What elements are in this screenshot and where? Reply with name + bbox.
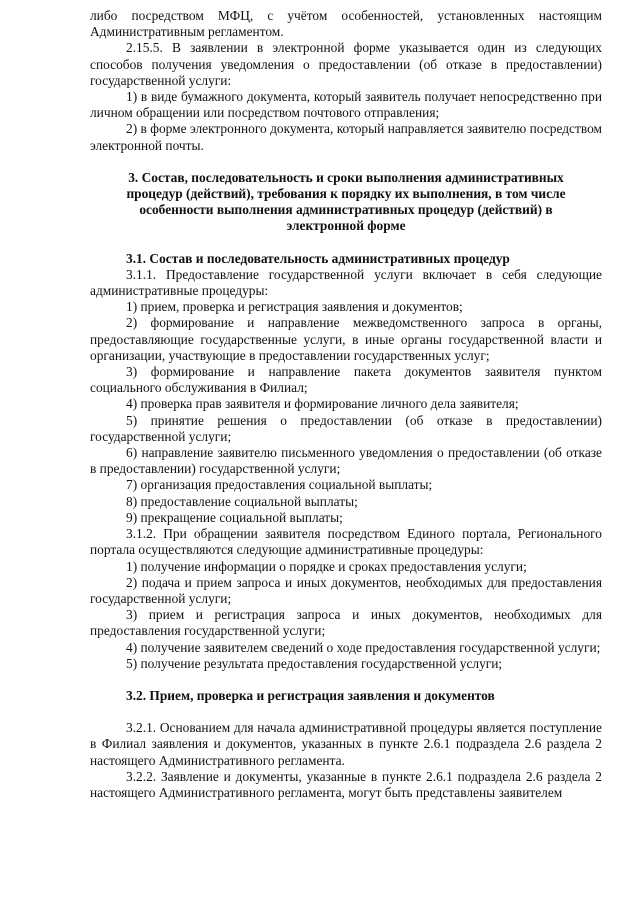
list-item: 3) формирование и направление пакета документов заявителя пунктом социального обслуживания в Филиал; [90, 364, 602, 396]
paragraph-3-2-2: 3.2.2. Заявление и документы, указанные в пункте 2.6.1 подраздела 2.6 раздела 2 настоящего Административного регламента, могут быть представлены заявителем [90, 768, 602, 800]
list-item: 1) получение информации о порядке и сроках предоставления услуги; [126, 558, 527, 574]
document-page [90, 8, 602, 801]
list-item: 1) прием, проверка и регистрация заявления и документов; [126, 299, 463, 315]
section-3-title: 3. Состав, последовательность и сроки выполнения административных процедур (действий), требования к порядку их выполнения, в том числе особенности выполнения административных процедур (действий) в электронной форме [126, 169, 566, 234]
spacer [90, 235, 602, 251]
paragraph-3-2-1: 3.2.1. Основанием для начала административной процедуры является поступление в Филиал заявления и документов, указанных в пункте 2.6.1 подраздела 2.6 раздела 2 настоящего Административного регламента. [90, 720, 602, 768]
list-item: 3) прием и регистрация запроса и иных документов, необходимых для предоставления государственной услуги; [90, 607, 602, 639]
list-item: 6) направление заявителю письменного уведомления о предоставлении (об отказе в предоставлении) государственной услуги; [90, 445, 602, 477]
list-item-electronic-document: 2) в форме электронного документа, который направляется заявителю посредством электронной почты. [90, 121, 602, 153]
paragraph-continuation: либо посредством МФЦ, с учётом особенностей, установленных настоящим Административным регламентом. [90, 8, 602, 40]
list-item: 8) предоставление социальной выплаты; [126, 493, 358, 509]
list-item: 5) принятие решения о предоставлении (об отказе в предоставлении) государственной услуги; [90, 412, 602, 444]
list-item: 4) получение заявителем сведений о ходе предоставления государственной услуги; [126, 639, 601, 655]
spacer [90, 154, 602, 170]
paragraph-3-1-1: 3.1.1. Предоставление государственной услуги включает в себя следующие административные процедуры: [90, 266, 602, 299]
list-item: 9) прекращение социальной выплаты; [126, 509, 343, 525]
paragraph-2-15-5: 2.15.5. В заявлении в электронной форме указывается один из следующих способов получения уведомления о предоставлении (об отказе в предоставлении) государственной услуги: [90, 40, 602, 88]
section-3-1-title: 3.1. Состав и последовательность административных процедур [126, 250, 510, 266]
spacer [90, 672, 602, 688]
list-item: 4) проверка прав заявителя и формирование личного дела заявителя; [126, 396, 519, 412]
spacer [90, 704, 602, 720]
list-item: 2) формирование и направление межведомственного запроса в органы, предоставляющие государственные услуги, в иные органы государственной власти и организации, участвующие в предоставлении государственных услуг; [90, 315, 602, 363]
list-item-paper-document: 1) в виде бумажного документа, который заявитель получает непосредственно при личном обращении или посредством почтового отправления; [90, 89, 602, 121]
list-item: 5) получение результата предоставления государственной услуги; [126, 655, 503, 671]
paragraph-3-1-2: 3.1.2. При обращении заявителя посредством Единого портала, Регионального портала осуществляются следующие административные процедуры: [90, 526, 602, 558]
section-3-2-title: 3.2. Прием, проверка и регистрация заявления и документов [126, 687, 495, 703]
list-item: 2) подача и прием запроса и иных документов, необходимых для предоставления государственной услуги; [90, 574, 602, 606]
list-item: 7) организация предоставления социальной выплаты; [126, 477, 433, 493]
